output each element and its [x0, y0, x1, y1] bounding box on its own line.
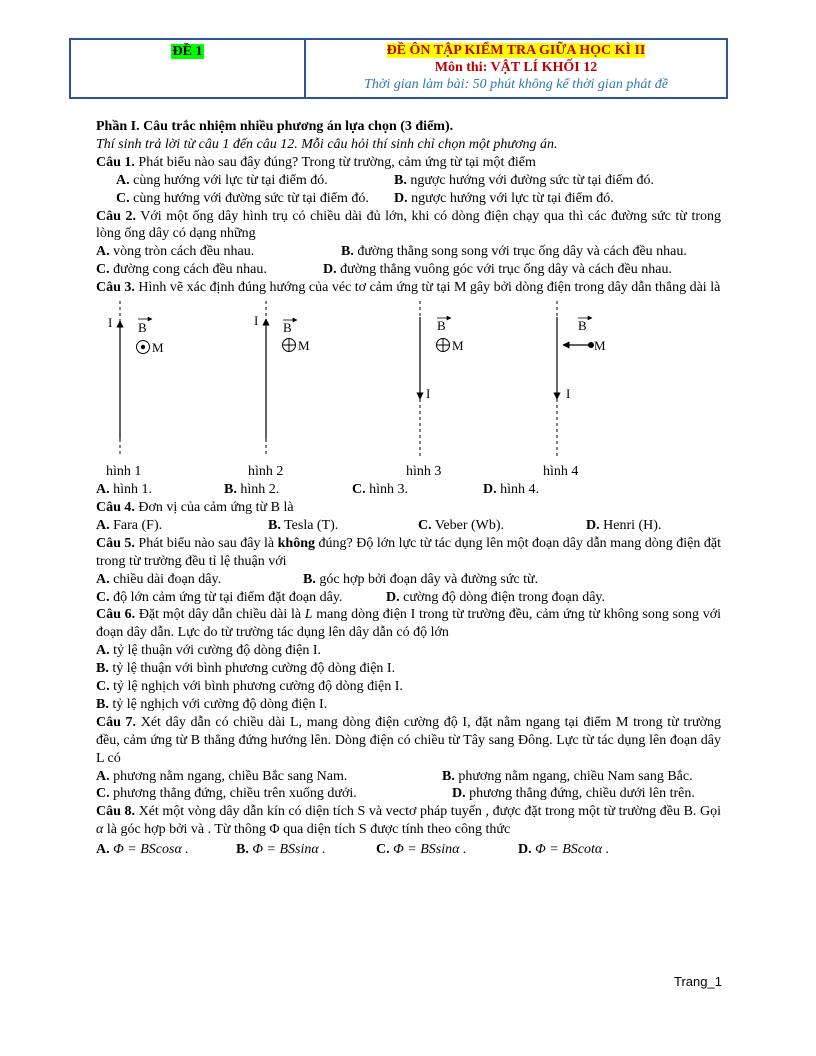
q3-option-c: hình 3. — [369, 482, 409, 498]
question-8: Câu 8. Xét một vòng dây dẫn kín có diện tích S và vectơ pháp tuyến , được đặt trong một từ trường đều B. Gọi α là góc hợp bởi và . Từ thông Φ qua diện tích S được tính theo công thức — [96, 804, 722, 838]
q2-option-b: đường thẳng song song với trục ống dây và cách đều nhau. — [357, 244, 687, 260]
q2-options-ab: A. vòng tròn cách đều nhau. B. đường thẳng song song với trục ống dây và cách đều nhau. — [96, 244, 687, 260]
question-3: Câu 3. Hình vẽ xác định đúng hướng của véc tơ cảm ứng từ tại M gây bởi dòng điện trong dây dẫn thẳng dài là — [96, 280, 721, 296]
q1-option-b: ngược hướng với đường sức từ tại điểm đó. — [410, 172, 655, 188]
fig3-m-label: M — [452, 338, 464, 354]
q3-option-b: hình 2. — [240, 482, 280, 498]
q4-option-a: Fara (F). — [113, 517, 163, 533]
q8-option-d: Φ = BScotα . — [535, 842, 610, 858]
q7-option-a: phương nằm ngang, chiều Bắc sang Nam. — [113, 768, 348, 784]
q5-options-ab: A. chiều dài đoạn dây. B. góc hợp bởi đoạn dây và đường sức từ. — [96, 571, 539, 587]
fig4-current-label: I — [566, 386, 571, 402]
q1-options-cd: C. cùng hướng với đường sức từ tại điểm đó. D. ngược hướng với lực từ tại điểm đó. — [116, 190, 614, 206]
q6-option-a-row: A. tỷ lệ thuận với cường độ dòng điện I. — [96, 643, 321, 659]
exam-title: ĐỀ ÔN TẬP KIỂM TRA GIỮA HỌC KÌ II — [386, 43, 646, 58]
q3-option-a: hình 1. — [113, 482, 153, 498]
exam-subject: Môn thi: VẬT LÍ KHỐI 12 — [434, 60, 598, 75]
caption-fig-4: hình 4 — [543, 464, 579, 480]
q6-option-c: tỷ lệ nghịch với bình phương cường độ dòng điện I. — [113, 679, 403, 695]
question-6: Câu 6. Đặt một dây dẫn chiều dài là L mang dòng điện I trong từ trường đều, cảm ứng từ không song song với đoạn dây dẫn. Lực do từ trường tác dụng lên dây dẫn có độ lớn — [96, 607, 721, 641]
q3-figure-captions — [96, 463, 721, 481]
part1-instruction: Thí sinh trả lời từ câu 1 đến câu 12. Mỗi câu hỏi thí sinh chỉ chọn một phương án. — [96, 136, 558, 152]
q6-option-c-row: C. tỷ lệ nghịch với bình phương cường độ dòng điện I. — [96, 679, 403, 695]
fig2-m-label: M — [298, 338, 310, 354]
q4-option-b: Tesla (T). — [284, 517, 339, 533]
fig2-b-label: B — [283, 320, 292, 336]
q7-option-c: phương thẳng đứng, chiều trên xuống dưới. — [113, 786, 357, 802]
q4-options: A. Fara (F). B. Tesla (T). C. Veber (Wb). D. Henri (H). — [96, 517, 662, 533]
q6-option-a: tỷ lệ thuận với cường độ dòng điện I. — [113, 643, 321, 659]
q5-option-c: độ lớn cảm ứng từ tại điểm đặt đoạn dây. — [113, 589, 343, 605]
figure-4 — [557, 301, 606, 457]
q6-option-b-row: B. tỷ lệ thuận với bình phương cường độ dòng điện I. — [96, 661, 396, 677]
caption-fig-1: hình 1 — [106, 464, 142, 480]
q2-option-c: đường cong cách đều nhau. — [113, 262, 267, 278]
q7-option-d: phương thẳng đứng, chiều dưới lên trên. — [469, 786, 695, 802]
fig1-b-label: B — [138, 320, 147, 336]
q6-option-b: tỷ lệ thuận với bình phương cường độ dòng điện I. — [112, 661, 396, 677]
q2-options-cd: C. đường cong cách đều nhau. D. đường thẳng vuông góc với trục ống dây và cách đều nhau. — [96, 262, 672, 278]
exam-code: ĐỀ 1 — [172, 44, 203, 59]
q5-option-a: chiều dài đoạn dây. — [113, 571, 222, 587]
q2-option-a: vòng tròn cách đều nhau. — [113, 244, 255, 260]
q6-option-d: tỷ lệ nghịch với cường độ dòng điện I. — [112, 696, 328, 712]
q5-options-cd: C. độ lớn cảm ứng từ tại điểm đặt đoạn dây. D. cường độ dòng điện trong đoạn dây. — [96, 589, 606, 605]
q7-options-cd: C. phương thẳng đứng, chiều trên xuống dưới. D. phương thẳng đứng, chiều dưới lên trên. — [96, 786, 695, 802]
q5-option-d: cường độ dòng điện trong đoạn dây. — [403, 589, 606, 605]
exam-code-cell — [71, 40, 306, 97]
q8-option-a: Φ = BScosα . — [113, 842, 189, 858]
fig4-b-label: B — [578, 318, 587, 334]
exam-content — [96, 118, 721, 859]
fig1-m-label: M — [152, 340, 164, 356]
exam-title-cell — [306, 40, 726, 97]
q5-option-b: góc hợp bởi đoạn dây và đường sức từ. — [319, 571, 539, 587]
exam-time: Thời gian làm bài: 50 phút không kể thời gian phát đề — [364, 77, 668, 92]
fig1-current-label: I — [108, 315, 113, 331]
figure-1 — [108, 301, 164, 457]
caption-fig-3: hình 3 — [406, 464, 442, 480]
caption-fig-2: hình 2 — [248, 464, 284, 480]
fig3-current-label: I — [426, 386, 431, 402]
question-2: Câu 2. Với một ống dây hình trụ có chiều dài đủ lớn, khi có dòng điện chạy qua thì các đường sức từ trong lòng ống dây có dạng những — [96, 208, 721, 242]
question-1: Câu 1. Phát biểu nào sau đây đúng? Trong từ trường, cảm ứng từ tại một điểm — [96, 154, 536, 170]
q1-options-ab: A. cùng hướng với lực từ tại điểm đó. B. ngược hướng với đường sức từ tại điểm đó. — [116, 172, 655, 188]
q8-option-b: Φ = BSsinα . — [252, 842, 326, 858]
q3-options: A. hình 1. B. hình 2. C. hình 3. D. hình 4. — [96, 482, 540, 498]
q3-figures — [96, 299, 721, 463]
fig4-m-label: M — [594, 338, 606, 354]
question-7: Câu 7. Xét dây dẫn có chiều dài L, mang dòng điện cường độ I, đặt nằm ngang tại điểm M trong từ trường đều, cảm ứng từ B thẳng đứng hướng lên. Dòng điện có chiều từ Tây sang Đông. Lực từ tác dụng lên đoạn dây L có — [96, 714, 721, 766]
exam-header — [69, 38, 728, 99]
q1-option-d: ngược hướng với lực từ tại điểm đó. — [411, 190, 614, 206]
q3-option-d: hình 4. — [500, 482, 540, 498]
q7-option-b: phương nằm ngang, chiều Nam sang Bắc. — [458, 768, 693, 784]
q2-option-d: đường thẳng vuông góc với trục ống dây và cách đều nhau. — [340, 262, 672, 278]
fig3-b-label: B — [437, 318, 446, 334]
figure-3 — [420, 301, 464, 457]
q4-option-c: Veber (Wb). — [434, 517, 505, 533]
page-number: Trang_1 — [674, 974, 722, 989]
q8-options: A. Φ = BScosα . B. Φ = BSsinα . C. Φ = BSsinα . D. Φ = BScotα . — [96, 842, 610, 858]
q3-figures-svg — [96, 299, 721, 463]
part1-title: Phần I. Câu trắc nhiệm nhiều phương án lựa chọn (3 điểm). — [96, 119, 454, 134]
question-4: Câu 4. Đơn vị của cảm ứng từ B là — [96, 499, 294, 515]
q7-options-ab: A. phương nằm ngang, chiều Bắc sang Nam. B. phương nằm ngang, chiều Nam sang Bắc. — [96, 768, 693, 784]
q6-option-d-row: B. tỷ lệ nghịch với cường độ dòng điện I. — [96, 696, 328, 712]
q4-option-d: Henri (H). — [603, 517, 662, 533]
q1-option-a: cùng hướng với lực từ tại điểm đó. — [133, 172, 328, 188]
figure-2 — [254, 301, 310, 457]
q8-option-c: Φ = BSsinα . — [393, 842, 467, 858]
q1-option-c: cùng hướng với đường sức từ tại điểm đó. — [133, 190, 369, 206]
fig2-current-label: I — [254, 313, 259, 329]
question-5: Câu 5. Phát biểu nào sau đây là không đúng? Độ lớn lực từ tác dụng lên một đoạn dây dẫn mang dòng điện đặt trong từ trường đều tỉ lệ thuận với — [96, 535, 721, 569]
